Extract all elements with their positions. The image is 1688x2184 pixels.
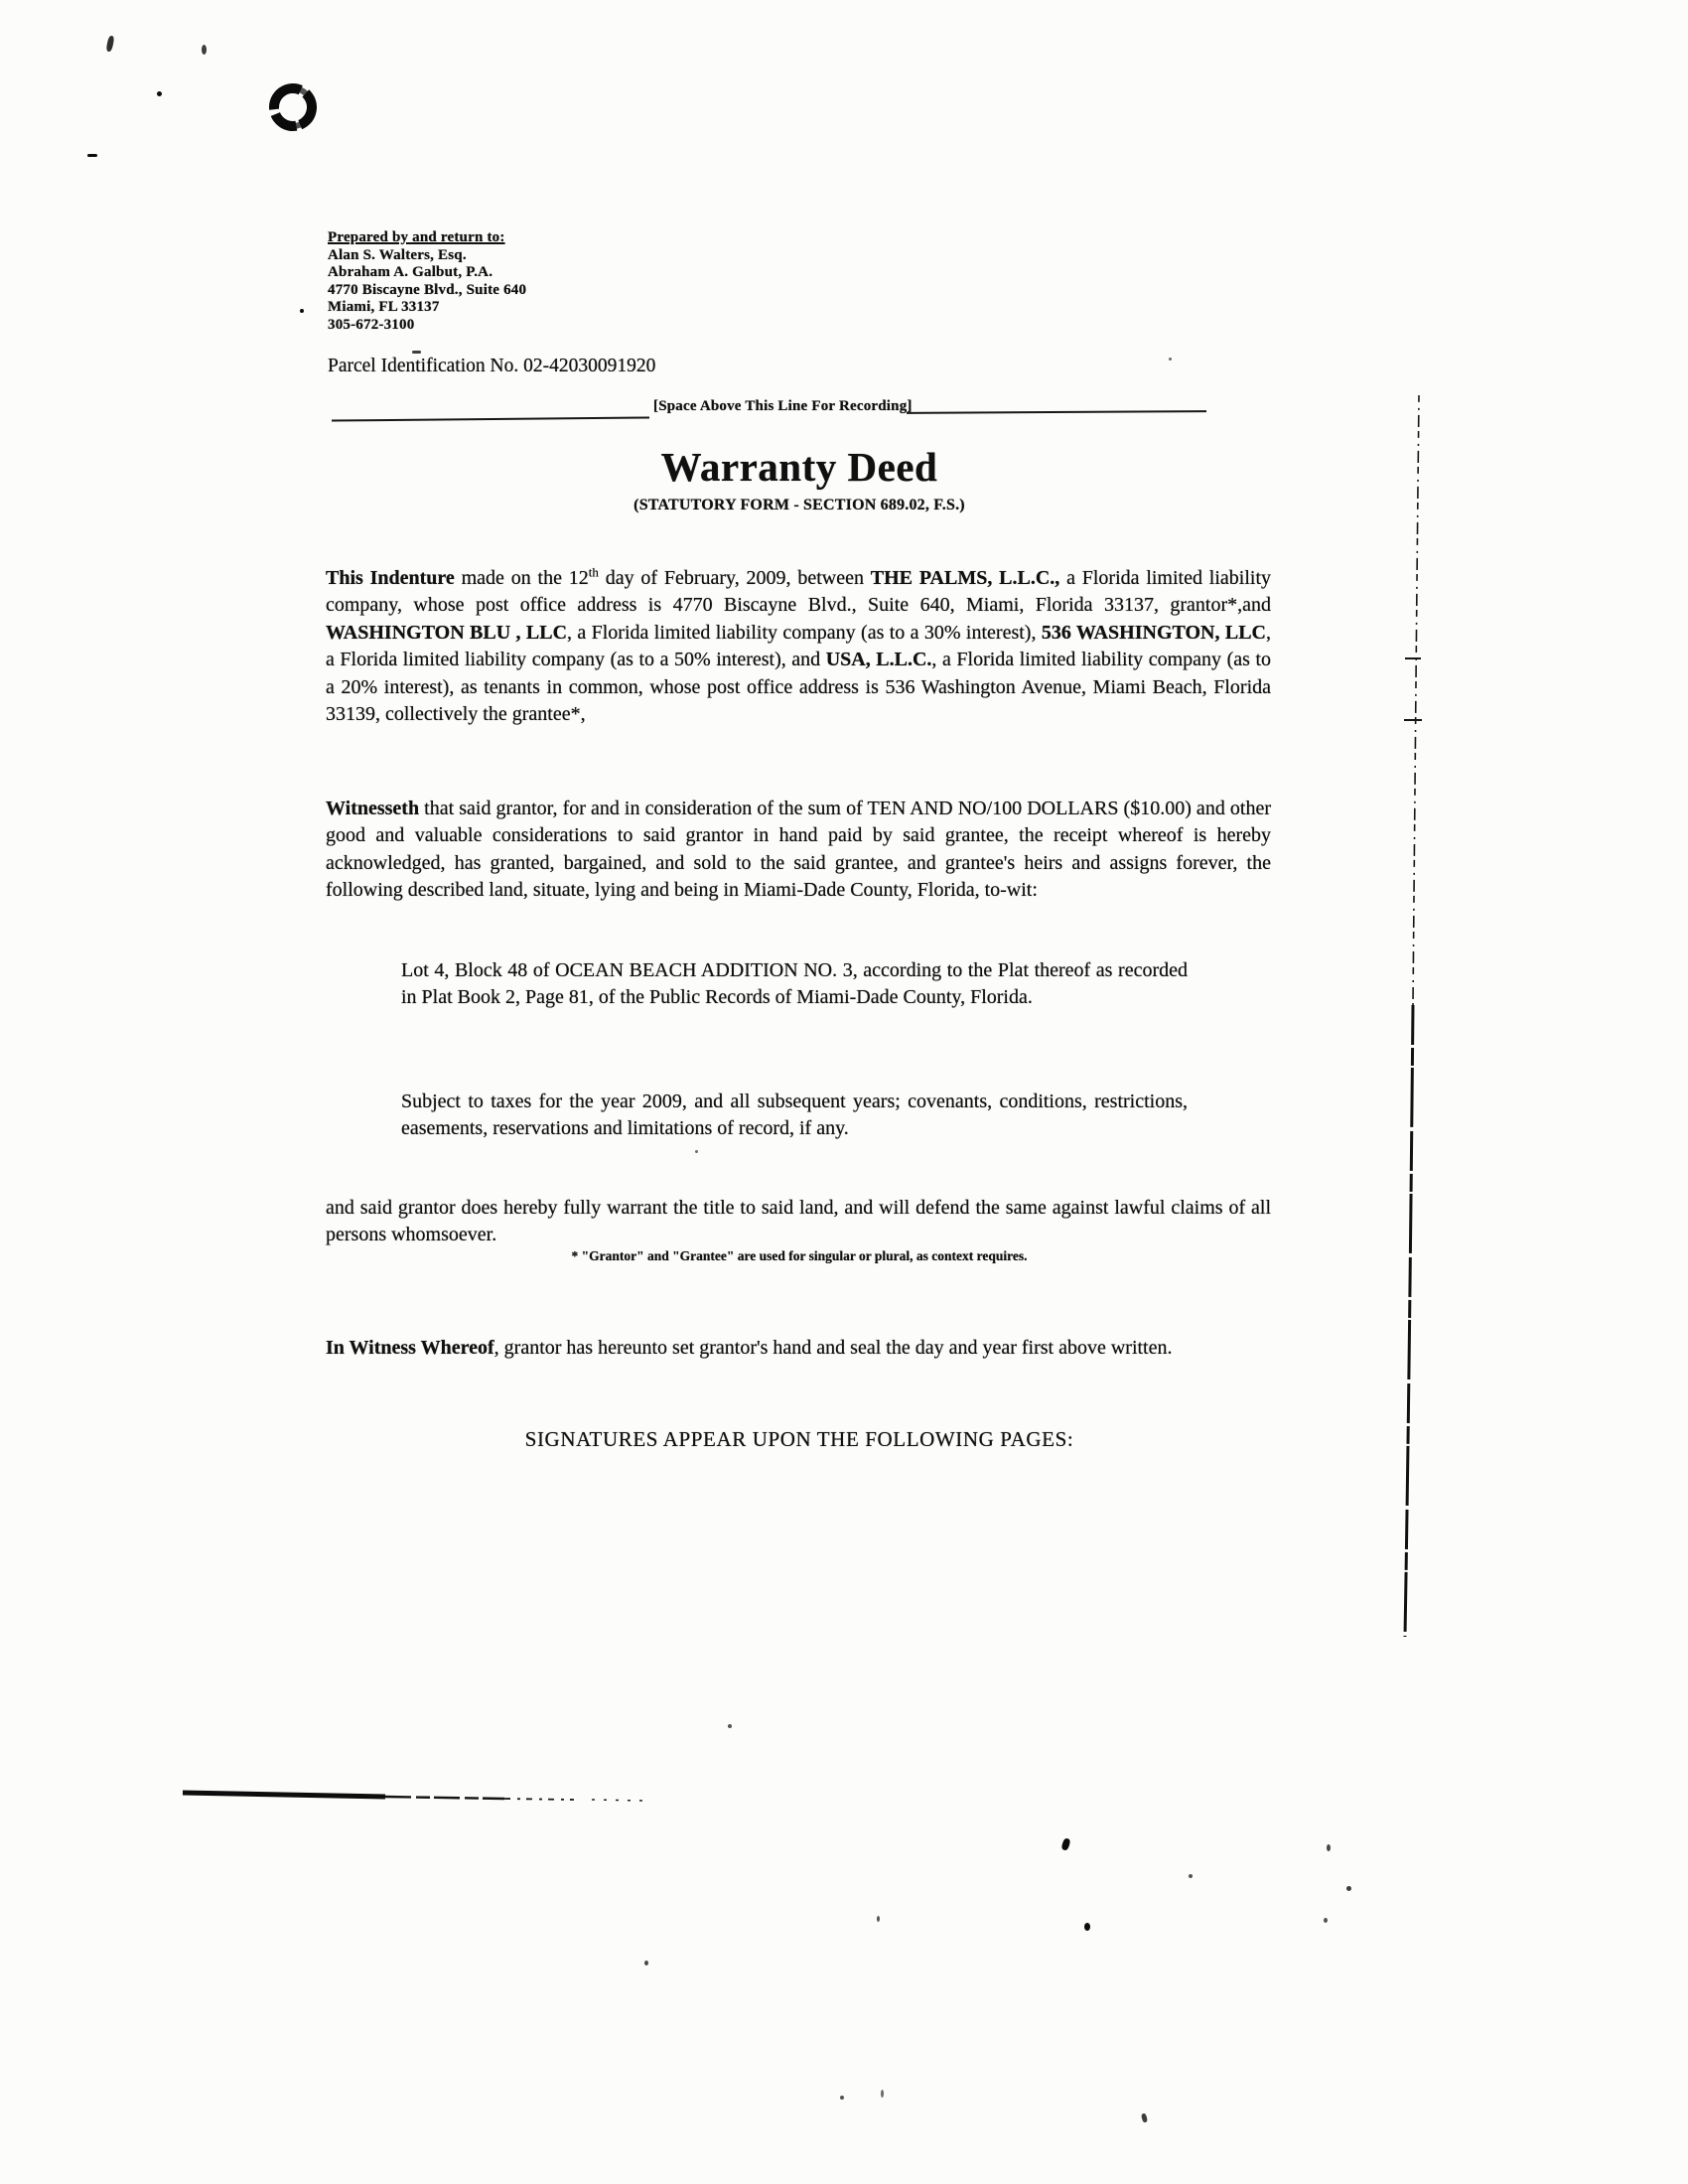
scan-speck: [877, 1916, 880, 1922]
scan-speck: [87, 154, 97, 157]
scan-speck: [1346, 1886, 1351, 1891]
stamp-ring-icon: [262, 79, 324, 139]
letterhead-line: Miami, FL 33137: [328, 299, 440, 316]
scan-speck: [1189, 1874, 1193, 1878]
scan-speck: [1327, 1844, 1331, 1851]
scan-speck: [1169, 358, 1172, 361]
letterhead-line: Abraham A. Galbut, P.A.: [328, 264, 493, 281]
warranty-clause: and said grantor does hereby fully warrant the title to said land, and will defend the same against lawful claims of all persons whomsoever.: [326, 1197, 1271, 1246]
scan-speck: [300, 309, 304, 313]
subject-clause: Subject to taxes for the year 2009, and all subsequent years; covenants, conditions, restrictions, easements, reservations and limitations of record, if any.: [401, 1091, 1188, 1140]
scan-speck: [412, 351, 421, 354]
scan-speck: [695, 1150, 698, 1153]
legal-description: Lot 4, Block 48 of OCEAN BEACH ADDITION NO. 3, according to the Plat thereof as recorded in Plat Book 2, Page 81, of the Public Records of Miami-Dade County, Florida.: [401, 959, 1188, 1009]
document-title: Warranty Deed: [660, 444, 938, 490]
scan-speck: [881, 2090, 884, 2098]
scan-speck: [728, 1724, 732, 1728]
letterhead-heading: Prepared by and return to:: [328, 229, 505, 245]
scan-speck: [840, 2096, 844, 2100]
recording-rule-right: [907, 410, 1206, 414]
scan-speck: [1060, 1837, 1070, 1851]
letterhead-line: 305-672-3100: [328, 316, 415, 333]
scan-speck: [1141, 2113, 1148, 2123]
scan-speck: [1084, 1923, 1090, 1931]
witnesseth-paragraph: [326, 796, 1271, 905]
witness-lead: In Witness Whereof: [326, 1337, 494, 1359]
witnesseth-run: that said grantor, for and in consideration of the sum of TEN AND NO/100 DOLLARS ($10.00) and other good and valuable considerations to said grantor in hand paid by said grantee, the receipt whereof is hereby acknowledged, has granted, bargained, and sold to the said grantee, and grantee's heirs and assigns forever, the following described land, situate, lying and being in Miami-Dade County, Florida, to-wit:: [326, 798, 1271, 902]
witnesseth-lead: Witnesseth: [326, 798, 420, 819]
grantee-name-1: WASHINGTON BLU , LLC: [326, 621, 568, 644]
scan-horizontal-rule-fragment: [177, 1783, 673, 1809]
signatures-notice: SIGNATURES APPEAR UPON THE FOLLOWING PAGES:: [524, 1427, 1074, 1451]
document-subtitle: (STATUTORY FORM - SECTION 689.02, F.S.): [633, 497, 965, 513]
scan-speck: [105, 36, 114, 53]
grantor-name: THE PALMS, L.L.C.,: [870, 567, 1060, 589]
grantee-name-2: 536 WASHINGTON, LLC: [1041, 621, 1266, 644]
indenture-run: a Florida limited liability company, whose post office address is 4770 Biscayne Blvd., Suite 640, Miami, Florida 33137, grantor*,and: [326, 567, 1271, 617]
scan-crease-vertical-line: [1388, 389, 1432, 1651]
ordinal-superscript: th: [588, 564, 599, 580]
indenture-run: , a Florida limited liability company (as to a 50% interest), and: [326, 621, 1271, 671]
letterhead-line: Alan S. Walters, Esq.: [328, 246, 467, 263]
recording-rule-left: [332, 416, 649, 421]
scan-speck: [157, 91, 162, 96]
indenture-run: , a Florida limited liability company (as to a 20% interest), as tenants in common, whose post office address is 536 Washington Avenue, Miami Beach, Florida 33139, collectively the grantee*,: [326, 649, 1271, 726]
indenture-paragraph: [326, 565, 1271, 728]
witness-paragraph: [326, 1335, 1271, 1362]
indenture-lead: This Indenture: [326, 567, 455, 589]
indenture-run: day of February, 2009, between: [598, 567, 871, 589]
grantee-name-3: USA, L.L.C.: [825, 649, 932, 671]
letterhead-line: 4770 Biscayne Blvd., Suite 640: [328, 281, 527, 298]
indenture-run: , a Florida limited liability company (as to a 30% interest),: [567, 621, 1042, 644]
indenture-run: made on the 12: [454, 567, 589, 589]
scan-speck: [1324, 1918, 1328, 1923]
recording-notice: [Space Above This Line For Recording]: [653, 398, 913, 414]
witness-run: , grantor has hereunto set grantor's hand and seal the day and year first above written.: [493, 1337, 1173, 1359]
letterhead-block: [328, 229, 526, 335]
scan-speck: [644, 1961, 648, 1966]
scan-speck: [202, 45, 207, 55]
parcel-id-line: Parcel Identification No. 02-42030091920: [328, 356, 656, 376]
grantor-grantee-footnote: * "Grantor" and "Grantee" are used for singular or plural, as context requires.: [571, 1248, 1028, 1263]
